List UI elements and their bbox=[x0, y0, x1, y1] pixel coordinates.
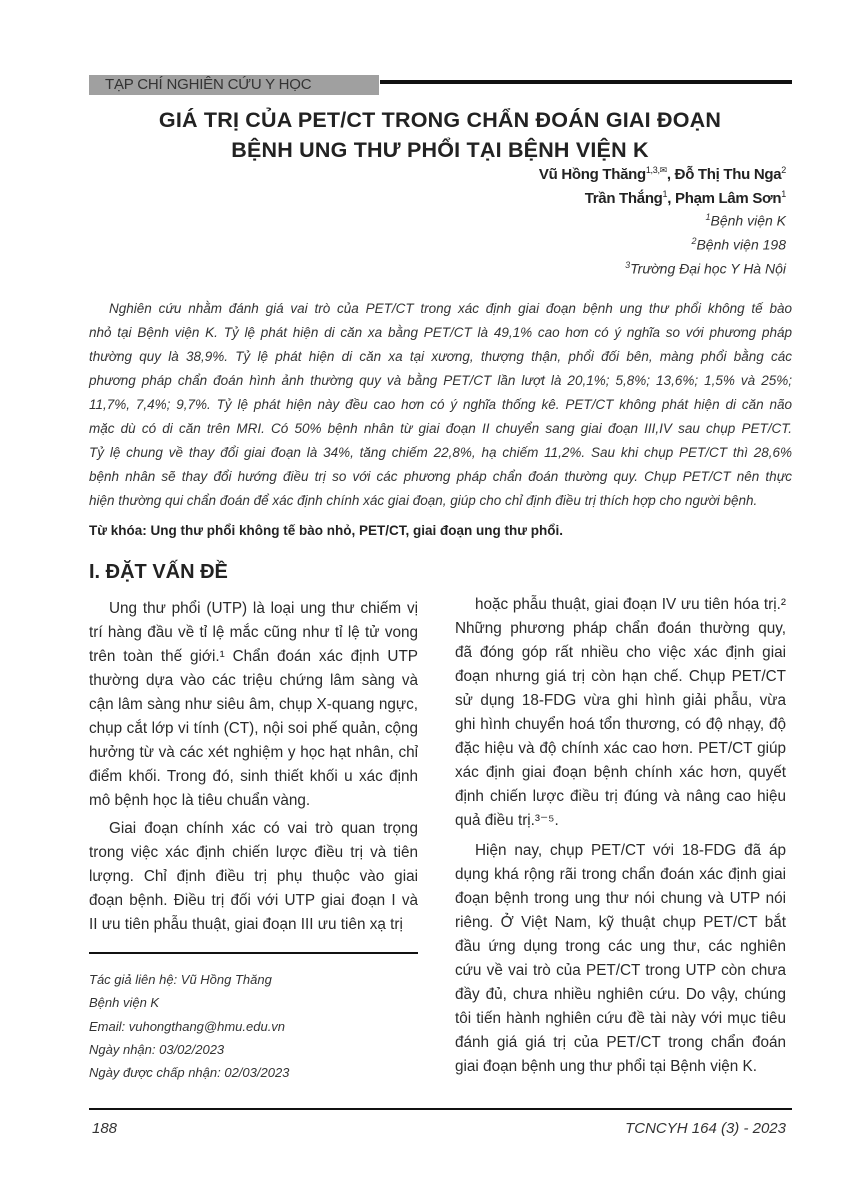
affiliation-sup: 2 bbox=[691, 236, 697, 246]
paragraph-line: đánh giá giá trị của PET/CT trong chẩn đoán bbox=[455, 1034, 786, 1051]
header-rule bbox=[380, 80, 792, 84]
paragraph-line: trên toàn thế giới.¹ Chẩn đoán xác định UTP bbox=[89, 648, 418, 665]
paragraph-line: đầu ứng dụng trong các ung thư, các nghiên bbox=[455, 938, 786, 955]
abstract-line: nhỏ tại Bệnh viện K. Tỷ lệ phát hiện di căn xa bằng PET/CT là 49,1% cao hơn có ý nghĩa so với phương pháp bbox=[89, 325, 792, 340]
paragraph-line: riêng. Ở Việt Nam, kỹ thuật chụp PET/CT bắt bbox=[455, 914, 786, 931]
paragraph-line: thường dựa vào các triệu chứng lâm sàng và bbox=[89, 672, 418, 689]
abstract-line: Nghiên cứu nhằm đánh giá vai trò của PET/CT trong xác định giai đoạn bệnh ung thư phổi không tế bào bbox=[109, 301, 792, 316]
affiliation-name: Bệnh viện K bbox=[710, 212, 786, 229]
paragraph-line: ghi hình chuyển hoá tổn thương, có độ nhạy, độ bbox=[455, 716, 786, 733]
title-line-2: BỆNH UNG THƯ PHỔI TẠI BỆNH VIỆN K bbox=[231, 138, 649, 162]
paragraph-line: Hiện nay, chụp PET/CT với 18-FDG đã áp bbox=[475, 842, 786, 859]
footnote-line: Ngày nhận: 03/02/2023 bbox=[89, 1041, 225, 1057]
paragraph-line: đặc hiệu và độ chính xác cao hơn. PET/CT giúp bbox=[455, 740, 786, 757]
paragraph-line: đoạn bệnh trong ung thư nói chung và UTP nói bbox=[455, 890, 786, 907]
footnote-line: Email: vuhongthang@hmu.edu.vn bbox=[89, 1018, 286, 1034]
affiliation bbox=[625, 260, 786, 277]
affiliation-sup: 3 bbox=[625, 260, 631, 270]
paragraph-line: hưởng từ và các xét nghiệm y học hạt nhân, chỉ bbox=[89, 744, 418, 761]
paragraph-line: cứu về vai trò của PET/CT trong UTP còn chưa bbox=[455, 962, 786, 979]
abstract-line: bệnh nhân sẽ thay đổi hướng điều trị so với các phương pháp chẩn đoán thường quy. Chụp PET/CT nên thực bbox=[89, 469, 792, 484]
abstract bbox=[89, 297, 792, 513]
author-name: Trần Thắng bbox=[584, 190, 663, 207]
affiliation bbox=[705, 212, 786, 229]
paragraph-line: sử dụng 18-FDG vừa ghi hình giải phẫu, vừa bbox=[455, 692, 786, 709]
author-sup: 1,3,✉ bbox=[645, 165, 667, 175]
footnote bbox=[89, 968, 289, 1084]
paragraph-line: tôi tiến hành nghiên cứu đề tài này với mục tiêu bbox=[455, 1010, 786, 1027]
footnote-rule bbox=[89, 952, 418, 954]
paragraph-line: xác định giai đoạn bệnh chính xác hơn, quyết bbox=[455, 764, 786, 781]
paragraph-line: đoạn nhưng giá trị còn hạn chế. Chụp PET/CT bbox=[455, 668, 786, 685]
journal-header: TẠP CHÍ NGHIÊN CỨU Y HỌC bbox=[105, 76, 312, 93]
keywords: Từ khóa: Ung thư phổi không tế bào nhỏ, PET/CT, giai đoạn ung thư phổi. bbox=[89, 523, 564, 538]
paragraph-line: chụp cắt lớp vi tính (CT), nội soi phế quản, cộng bbox=[89, 720, 418, 737]
paragraph-line: định chiến lược điều trị đúng và nâng cao hiệu bbox=[455, 788, 786, 805]
left-column bbox=[89, 597, 418, 937]
author-name: Đỗ Thị Thu Nga bbox=[674, 166, 782, 183]
paragraph-line: hoặc phẫu thuật, giai đoạn IV ưu tiên hóa trị.² bbox=[475, 596, 786, 613]
author-sup: 1 bbox=[781, 189, 786, 199]
paragraph-line: lượng. Chỉ định điều trị phụ thuộc vào giai bbox=[89, 868, 418, 885]
author-name: Phạm Lâm Sơn bbox=[675, 190, 782, 207]
page-number: 188 bbox=[92, 1120, 118, 1137]
affiliation-name: Bệnh viện 198 bbox=[696, 236, 786, 253]
abstract-line: phương pháp chẩn đoán hình ảnh thường quy và bằng PET/CT lần lượt là 20,1%; 5,8%; 13,6%; 1,5% và 25%; bbox=[89, 373, 792, 388]
authors-line-1: Vũ Hồng Thăng$^{1,3,✉}$, Đỗ Thị Thu Nga$^2$ bbox=[538, 165, 786, 183]
abstract-line: mặc dù có di căn trên MRI. Có 50% bệnh nhân từ giai đoạn II chuyển sang giai đoạn III,IV sau chụp PET/CT. bbox=[89, 421, 792, 436]
abstract-line: hiện thường qui chẩn đoán để xác định chính xác giai đoạn, giúp cho chỉ định điều trị thích hợp cho người bệnh. bbox=[89, 493, 758, 508]
affiliation bbox=[691, 236, 786, 253]
paragraph-line: trí hàng đầu về tỉ lệ mắc cũng như tỉ lệ tử vong bbox=[89, 624, 418, 641]
paragraph-line: mô bệnh học là tiêu chuẩn vàng. bbox=[89, 792, 311, 809]
paragraph-line: đầy đủ, chưa nhiều nghiên cứu. Do vậy, chúng bbox=[455, 986, 786, 1003]
paragraph-line: dụng khá rộng rãi trong chẩn đoán xác định giai bbox=[455, 866, 786, 883]
affiliation-sup: 1 bbox=[705, 212, 711, 222]
authors-line-2: Trần Thắng$^1$, Phạm Lâm Sơn$^1$ bbox=[584, 189, 786, 207]
paragraph-line: đoạn bệnh. Điều trị đối với UTP giai đoạn I và bbox=[89, 892, 418, 909]
journal-issue: TCNCYH 164 (3) - 2023 bbox=[625, 1120, 786, 1137]
footer-rule bbox=[89, 1108, 792, 1110]
author-sup: 1 bbox=[662, 189, 668, 199]
title-line-1: GIÁ TRỊ CỦA PET/CT TRONG CHẨN ĐOÁN GIAI ĐOẠN bbox=[158, 108, 722, 132]
paragraph-line: Ung thư phổi (UTP) là loại ung thư chiếm vị bbox=[109, 600, 418, 617]
paragraph-line: cận lâm sàng như siêu âm, chụp X-quang ngực, bbox=[89, 696, 418, 713]
section-heading: I. ĐẶT VẤN ĐỀ bbox=[89, 561, 228, 583]
paragraph-line: quả điều trị.³⁻⁵. bbox=[455, 812, 559, 829]
right-column bbox=[455, 593, 786, 1079]
paragraph-line: Giai đoạn chính xác có vai trò quan trọng bbox=[109, 820, 418, 837]
paragraph-line: trong việc xác định chiến lược điều trị và tiên bbox=[89, 844, 418, 861]
footnote-line: Ngày được chấp nhận: 02/03/2023 bbox=[89, 1065, 290, 1081]
paragraph-line: giai đoạn bệnh ung thư phổi tại Bệnh viện K. bbox=[455, 1058, 757, 1075]
author-sup: 2 bbox=[781, 165, 786, 175]
paragraph-line: Những phương pháp chẩn đoán thường quy, bbox=[455, 620, 786, 637]
abstract-line: Tỷ lệ chung về thay đổi giai đoạn là 34%, tăng chiếm 22,8%, hạ chiếm 11,2%. Sau khi chụp PET/CT thì 28,6% bbox=[89, 445, 792, 460]
footnote-line: Bệnh viện K bbox=[89, 995, 160, 1011]
abstract-line: thường quy là 38,9%. Tỷ lệ phát hiện di căn xa tại xương, thượng thận, phổi đối bên, màng phổi bằng các bbox=[89, 349, 792, 364]
journal-header-box bbox=[89, 75, 379, 95]
paragraph-line: đã đóng góp rất nhiều cho việc xác định giai bbox=[455, 644, 786, 661]
abstract-line: 11,7%, 7,4%; 9,7%. Tỷ lệ phát hiện này đều cao hơn có ý nghĩa thống kê. PET/CT không phát hiện di căn não bbox=[89, 397, 792, 412]
footnote-line: Tác giả liên hệ: Vũ Hồng Thăng bbox=[89, 972, 272, 987]
affiliation-name: Trường Đại học Y Hà Nội bbox=[630, 260, 786, 277]
paragraph-line: điểm khối. Trong đó, sinh thiết khối u xác định bbox=[89, 768, 418, 785]
author-name: Vũ Hồng Thăng bbox=[538, 166, 646, 183]
paragraph-line: II ưu tiên phẫu thuật, giai đoạn III ưu tiên xạ trị bbox=[89, 916, 403, 933]
